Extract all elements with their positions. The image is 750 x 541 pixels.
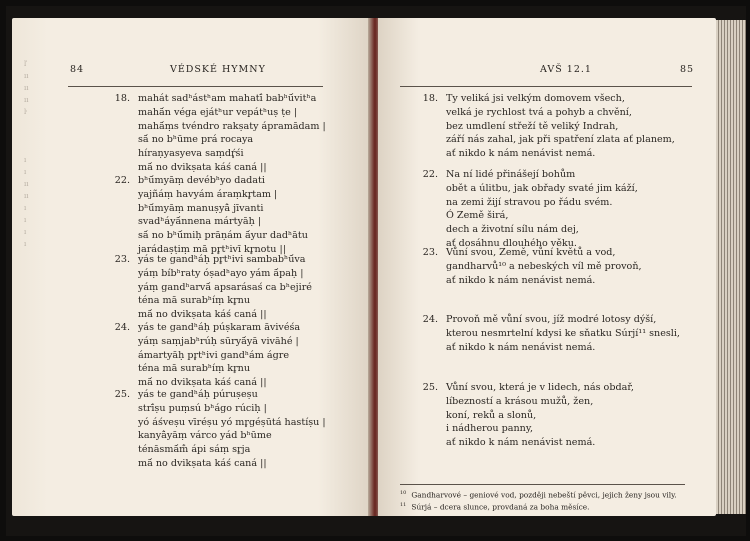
verse-line: sā́ no bʰūme prá rocaya <box>138 134 254 146</box>
verse-line: bez umdlení střeží tě veliký Indrah, <box>446 120 619 132</box>
verse-line: híraṇyasyeva saṃdŕ̥śi <box>138 148 244 160</box>
right-running-head: AVŠ 12.1 <box>540 64 592 75</box>
verse-line: mahát sadʰástʰam mahatī́ babʰū́vitʰa <box>138 93 317 104</box>
left-page <box>12 18 372 516</box>
verse-line: ať dosáhnu dlouhého věku. <box>446 238 577 249</box>
verse-line: září nás zahal, jak při spatření zlata ať planem, <box>446 134 675 146</box>
verse-line: Ty veliká jsi velkým domovem všech, <box>446 93 625 104</box>
verse-line: yáṃ gandʰarvā́ apsarásaś ca bʰejiré <box>138 281 312 293</box>
verse-line: ámartyāḥ pr̥tʰivi gandʰám ágre <box>138 349 290 361</box>
verse-line: kterou nesmrtelní kdysi ke sňatku Súrjí¹¹ snesli, <box>446 327 680 339</box>
verse-line: dech a životní sílu nám dej, <box>446 224 579 236</box>
verse-line: ať nikdo k nám nenávist nemá. <box>446 437 596 449</box>
left-header-rule <box>68 86 323 87</box>
verse-line: Vůní svou, Země, vůní květů a vod, <box>446 247 616 258</box>
verse-line: Provoň mě vůní svou, jíž modré lotosy dýší, <box>446 314 657 325</box>
stanza-number: 24. <box>422 314 438 325</box>
verse-line: ať nikdo k nám nenávist nemá. <box>446 341 596 353</box>
left-page-number: 84 <box>70 64 85 75</box>
verse-line: mā́ no dvikṣata káś caná || <box>138 458 267 469</box>
verse-line: svadʰáyā́nnena mártyāḥ | <box>138 216 262 228</box>
verse-line: strī́ṣu puṃsú bʰágo rúciḥ | <box>138 402 267 414</box>
stanza-number: 18. <box>422 93 438 104</box>
verse-line: yáṃ bíbʰraty óṣadʰayo yám ā́paḥ | <box>138 267 304 279</box>
footnote <box>400 502 590 511</box>
stanza-number: 23. <box>114 254 130 265</box>
verse-line: ať nikdo k nám nenávist nemá. <box>446 274 596 286</box>
verse-line: sā́ no bʰū́miḥ prāṇám ā́yur dadʰātu <box>138 230 308 242</box>
open-book <box>6 6 746 536</box>
footnote-mark: 11 <box>400 502 407 508</box>
stanza-number: 22. <box>422 169 438 180</box>
verse-line: ténāsmā́m̐ ápi sáṃ sr̥ja <box>138 444 251 456</box>
verse-line: mahā́n végа ejátʰur vepátʰuṣ ṭe | <box>138 106 298 118</box>
verse-line: Na ní lidé přinášejí bohům <box>446 169 576 180</box>
verse-line: bʰū́myāṃ manuṣyā̀ jīvanti <box>138 202 264 214</box>
footnote-mark: 10 <box>400 490 407 496</box>
footnote-text: Súrjá – dcera slunce, provdaná za boha měsíce. <box>411 502 590 512</box>
stanza-number: 24. <box>114 322 130 333</box>
verse-line: Ó Země širá, <box>446 210 509 222</box>
verse-line: téna mā surabʰíṃ kr̥nu <box>138 295 251 307</box>
left-running-head: VÉDSKÉ HYMNY <box>170 64 266 75</box>
verse-line: ať nikdo k nám nenávist nemá. <box>446 148 596 160</box>
right-header-rule <box>400 86 692 87</box>
verse-line: mā́ no dvikṣata káś caná || <box>138 309 267 321</box>
stanza-number: 25. <box>422 382 438 393</box>
stanza-number: 25. <box>114 389 130 400</box>
right-page-number: 85 <box>680 64 695 75</box>
verse-line: yáṃ saṃjabʰrúḥ sūryā́yā vivāhé | <box>138 335 299 347</box>
verse-line: bʰū́myāṃ devébʰyo dadati <box>138 175 265 186</box>
footnote-rule <box>400 484 685 485</box>
footnote-text: Gandharvové – geniové vod, později nebeští pěvci, jejich ženy jsou vily. <box>411 490 677 500</box>
verse-line: i nádherou panny, <box>446 423 534 435</box>
stanza-number: 22. <box>114 175 130 186</box>
verse-line: velká je rychlost tvá a pohyb a chvění, <box>446 106 632 118</box>
verse-line: yás te gandʰáḥ pr̥tʰivi sambabʰū́va <box>138 254 306 265</box>
right-page <box>378 18 716 516</box>
verse-line: gandharvů¹⁰ a nebeských víl mě provoň, <box>446 260 642 272</box>
verse-line: Vůní svou, která je v lidech, nás obdař, <box>446 382 634 393</box>
verse-line: mā́ no dvikṣata káś caná || <box>138 377 267 389</box>
verse-line: yás te gandʰáḥ púṣkaram āvivéśa <box>138 322 301 333</box>
verse-line: yás te gandʰáḥ púruṣeṣu <box>138 389 258 400</box>
verse-line: yajñáṃ havyám áraṃkr̥tam | <box>138 188 278 200</box>
page-edges <box>716 20 746 514</box>
footnote <box>400 490 677 499</box>
stanza-number: 23. <box>422 247 438 258</box>
verse-line: yó áśveṣu vīréṣu yó mr̥géṣūtá hastíṣu | <box>138 416 326 428</box>
verse-line: líbezností a krásou mužů, žen, <box>446 395 594 407</box>
verse-line: obět a úlitbu, jak obřady svaté jim káží, <box>446 182 638 194</box>
bleed-through-marks: ľ ıı ıı ıı ŀ ı ı ıı ıı ı ı ı ı <box>24 60 29 248</box>
verse-line: jarádaṣṭiṃ mā pr̥tʰivī kr̥notu || <box>138 244 286 255</box>
verse-line: mahā́ṃs tvéndro rakṣaty ápramādam | <box>138 120 326 132</box>
verse-line: téna mā surabʰíṃ kr̥nu <box>138 363 251 375</box>
verse-line: koní, reků a slonů, <box>446 409 537 421</box>
verse-line: mā́ no dvikṣata káś caná || <box>138 162 267 173</box>
verse-line: na zemi žijí stravou po řádu svém. <box>446 196 613 208</box>
stanza-number: 18. <box>114 93 130 104</box>
verse-line: kanyā̀yāṃ várco yád bʰūme <box>138 430 272 442</box>
